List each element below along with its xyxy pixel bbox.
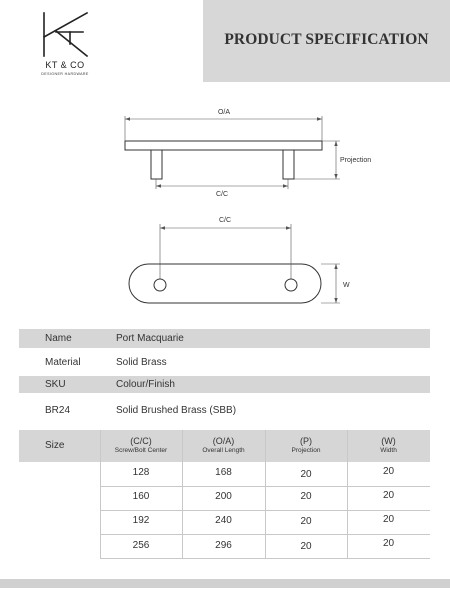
material-label: Material [45,357,81,368]
cc-label-side: C/C [215,191,229,198]
screw-hole-left [154,279,166,291]
name-label: Name [45,333,72,344]
name-value: Port Macquarie [116,333,184,344]
handle-side-leg-left [151,150,162,179]
size-header-row [19,430,430,462]
sku-value: BR24 [45,405,71,416]
header [0,0,450,82]
handle-top-view [129,264,321,303]
finish-value: Solid Brushed Brass (SBB) [116,405,237,416]
screw-hole-right [285,279,297,291]
sku-value-row [19,393,430,430]
brand-logo [0,0,203,82]
sku-header-row [19,376,430,393]
finish-label: Colour/Finish [116,379,175,390]
column-cc: (C/C) Screw/Bolt Center [114,436,168,455]
column-width: (W) Width [380,436,397,455]
footer-bar [0,579,450,588]
kt-monogram-icon [40,10,90,60]
sku-label: SKU [45,379,66,390]
oa-label: O/A [217,109,231,116]
width-label: W [343,282,350,289]
brand-name: KT & CO [45,60,85,70]
projection-label: Projection [340,157,372,164]
brand-tagline: DESIGNER HARDWARE [41,72,89,76]
material-row [19,348,430,376]
cc-label-top: C/C [218,217,232,224]
handle-side-leg-right [283,150,294,179]
column-projection: (P) Projection [291,436,321,455]
title-banner [203,0,450,82]
material-value: Solid Brass [116,357,167,368]
handle-side-bar [125,141,322,150]
column-oa: (O/A) Overall Length [202,436,245,455]
technical-drawing [0,82,450,327]
size-label: Size [45,440,65,451]
page-title: PRODUCT SPECIFICATION [224,31,429,48]
name-row [19,329,430,348]
